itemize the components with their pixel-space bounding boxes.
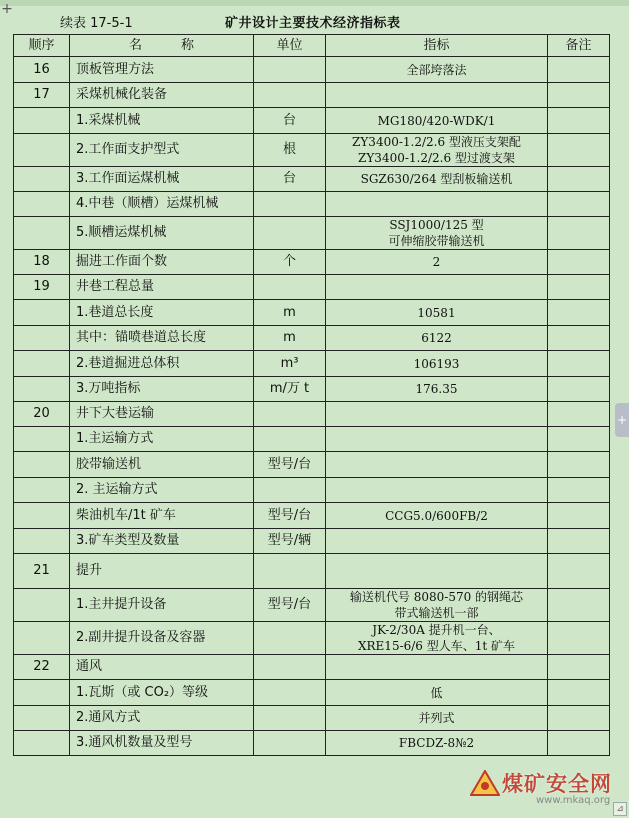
- cell-unit: 个: [254, 250, 326, 275]
- cell-name: 采煤机械化装备: [70, 83, 254, 108]
- cell-name: 井巷工程总量: [70, 275, 254, 300]
- cell-note: [548, 377, 610, 402]
- cell-unit: [254, 402, 326, 427]
- cell-name: 1.巷道总长度: [70, 300, 254, 326]
- table-row: [14, 731, 610, 756]
- cell-no: [14, 452, 70, 478]
- cell-indicator: [326, 731, 548, 756]
- table-row: [14, 83, 610, 108]
- cell-indicator: [326, 503, 548, 529]
- table-title: 矿井设计主要技术经济指标表: [225, 16, 401, 31]
- cell-no: [14, 377, 70, 402]
- table-row: [14, 108, 610, 134]
- cell-unit: [254, 192, 326, 217]
- indicator-line: ZY3400-1.2/2.6 型过渡支架: [358, 151, 515, 165]
- cell-indicator: [326, 250, 548, 275]
- cell-note: [548, 655, 610, 680]
- cell-no: [14, 326, 70, 351]
- cell-indicator: [326, 300, 548, 326]
- cell-name: 2.通风方式: [70, 706, 254, 731]
- indicator-line: 带式输送机一部: [394, 606, 479, 620]
- cell-indicator: [326, 452, 548, 478]
- cell-note: [548, 275, 610, 300]
- cell-no: 22: [14, 655, 70, 680]
- cell-name: 1.主运输方式: [70, 427, 254, 452]
- cell-note: [548, 529, 610, 554]
- cell-unit: m/万 t: [254, 377, 326, 402]
- cell-indicator: [326, 217, 548, 250]
- resize-grip-icon[interactable]: ⊿: [613, 802, 627, 816]
- cell-no: [14, 108, 70, 134]
- table-row: [14, 622, 610, 655]
- cell-note: [548, 57, 610, 83]
- cell-no: [14, 706, 70, 731]
- table-row: [14, 326, 610, 351]
- indicator-line: 106193: [413, 356, 460, 371]
- indicator-line: 输送机代号 8080-570 的钢绳芯: [349, 590, 524, 604]
- cell-indicator: [326, 192, 548, 217]
- cell-no: [14, 589, 70, 622]
- table-row: [14, 57, 610, 83]
- header-name: 名 称: [70, 35, 254, 57]
- cell-name: 井下大巷运输: [70, 402, 254, 427]
- cell-name: 胶带输送机: [70, 452, 254, 478]
- cell-no: [14, 478, 70, 503]
- cell-no: 21: [14, 554, 70, 589]
- move-handle-icon[interactable]: +: [1, 1, 13, 17]
- table-row: [14, 452, 610, 478]
- continued-label: 续表 17-5-1: [60, 16, 133, 31]
- cell-unit: [254, 680, 326, 706]
- cell-indicator: [326, 275, 548, 300]
- header-indicator: 指标: [326, 35, 548, 57]
- cell-indicator: [326, 377, 548, 402]
- cell-unit: [254, 706, 326, 731]
- cell-no: [14, 192, 70, 217]
- cell-no: 16: [14, 57, 70, 83]
- indicator-line: FBCDZ-8№2: [398, 736, 475, 750]
- cell-indicator: [326, 622, 548, 655]
- table-row: [14, 377, 610, 402]
- page-top-edge: [0, 0, 629, 6]
- cell-unit: m: [254, 300, 326, 326]
- table-row: [14, 300, 610, 326]
- cell-unit: 台: [254, 108, 326, 134]
- cell-indicator: [326, 478, 548, 503]
- cell-unit: 型号/辆: [254, 529, 326, 554]
- cell-name: 5.顺槽运煤机械: [70, 217, 254, 250]
- cell-unit: [254, 478, 326, 503]
- cell-note: [548, 680, 610, 706]
- cell-no: [14, 217, 70, 250]
- cell-unit: [254, 427, 326, 452]
- table-row: [14, 655, 610, 680]
- header-row: [14, 35, 610, 57]
- cell-indicator: [326, 83, 548, 108]
- cell-note: [548, 452, 610, 478]
- cell-no: [14, 680, 70, 706]
- cell-indicator: [326, 680, 548, 706]
- cell-name: 掘进工作面个数: [70, 250, 254, 275]
- table-row: [14, 680, 610, 706]
- indicator-line: JK-2/30A 提升机一台、: [372, 623, 501, 637]
- watermark-text: 煤矿安全网: [502, 771, 612, 796]
- cell-indicator: [326, 108, 548, 134]
- cell-note: [548, 731, 610, 756]
- header-note: 备注: [548, 35, 610, 57]
- cell-no: 18: [14, 250, 70, 275]
- indicator-line: 6122: [421, 331, 452, 345]
- table-row: [14, 351, 610, 377]
- cell-name: 3.通风机数量及型号: [70, 731, 254, 756]
- indicator-line: 全部垮落法: [406, 62, 467, 77]
- table-row: [14, 706, 610, 731]
- cell-indicator: [326, 427, 548, 452]
- cell-note: [548, 478, 610, 503]
- cell-indicator: [326, 589, 548, 622]
- header-no: 顺序: [14, 35, 70, 57]
- table-row: [14, 402, 610, 427]
- cell-unit: m: [254, 326, 326, 351]
- cell-unit: 根: [254, 134, 326, 167]
- cell-unit: 台: [254, 167, 326, 192]
- cell-name: 3.万吨指标: [70, 377, 254, 402]
- cell-no: [14, 731, 70, 756]
- table-row: [14, 167, 610, 192]
- table-row: [14, 275, 610, 300]
- cell-indicator: [326, 167, 548, 192]
- cell-no: [14, 427, 70, 452]
- cell-indicator: [326, 529, 548, 554]
- cell-note: [548, 83, 610, 108]
- indicator-line: 2: [432, 255, 441, 269]
- indicator-line: SGZ630/264 型刮板输送机: [360, 172, 513, 186]
- cell-no: [14, 622, 70, 655]
- cell-indicator: [326, 326, 548, 351]
- indicator-line: ZY3400-1.2/2.6 型液压支架配: [352, 135, 521, 149]
- cell-indicator: [326, 402, 548, 427]
- cell-no: [14, 351, 70, 377]
- cell-no: [14, 167, 70, 192]
- table-row: [14, 134, 610, 167]
- indicator-line: 176.35: [415, 382, 458, 396]
- cell-name: 1.瓦斯（或 CO₂）等级: [70, 680, 254, 706]
- cell-name: 提升: [70, 554, 254, 589]
- cell-unit: 型号/台: [254, 589, 326, 622]
- cell-note: [548, 706, 610, 731]
- indicator-table: [13, 34, 610, 756]
- table-body: [14, 57, 610, 756]
- indicator-line: 10581: [417, 305, 456, 320]
- cell-note: [548, 167, 610, 192]
- cell-indicator: [326, 655, 548, 680]
- table-row: [14, 192, 610, 217]
- cell-note: [548, 300, 610, 326]
- cell-note: [548, 108, 610, 134]
- indicator-line: SSJ1000/125 型: [389, 218, 484, 232]
- table-row: [14, 427, 610, 452]
- indicator-line: CCG5.0/600FB/2: [385, 508, 488, 523]
- cell-name: 3.矿车类型及数量: [70, 529, 254, 554]
- table-caption: [0, 8, 629, 34]
- table-row: [14, 478, 610, 503]
- cell-unit: [254, 655, 326, 680]
- cell-unit: [254, 731, 326, 756]
- cell-unit: [254, 83, 326, 108]
- cell-no: 17: [14, 83, 70, 108]
- indicator-line: XRE15-6/6 型人车、1t 矿车: [357, 639, 516, 653]
- table-row: [14, 529, 610, 554]
- cell-no: [14, 503, 70, 529]
- cell-name: 3.工作面运煤机械: [70, 167, 254, 192]
- watermark-url: www.mkaq.org: [536, 795, 611, 806]
- table-row: [14, 503, 610, 529]
- table-row: [14, 250, 610, 275]
- header-unit: 单位: [254, 35, 326, 57]
- cell-indicator: [326, 554, 548, 589]
- cell-note: [548, 134, 610, 167]
- cell-note: [548, 622, 610, 655]
- cell-name: 顶板管理方法: [70, 57, 254, 83]
- cell-note: [548, 427, 610, 452]
- site-watermark: [470, 762, 620, 814]
- cell-no: [14, 300, 70, 326]
- cell-name: 4.中巷（顺槽）运煤机械: [70, 192, 254, 217]
- indicator-line: 并列式: [418, 711, 455, 725]
- cell-name: 1.采煤机械: [70, 108, 254, 134]
- cell-indicator: [326, 706, 548, 731]
- table-row: [14, 589, 610, 622]
- cell-unit: [254, 554, 326, 589]
- cell-no: 20: [14, 402, 70, 427]
- indicator-line: 可伸缩胶带输送机: [388, 234, 485, 248]
- cell-no: [14, 134, 70, 167]
- cell-note: [548, 554, 610, 589]
- expand-panel-tab[interactable]: +: [615, 403, 629, 437]
- watermark-logo-icon: [470, 770, 500, 796]
- cell-note: [548, 250, 610, 275]
- cell-note: [548, 402, 610, 427]
- cell-unit: 型号/台: [254, 503, 326, 529]
- indicator-line: 低: [430, 685, 443, 700]
- cell-unit: [254, 275, 326, 300]
- cell-name: 2.副井提升设备及容器: [70, 622, 254, 655]
- cell-unit: m³: [254, 351, 326, 377]
- cell-note: [548, 503, 610, 529]
- cell-indicator: [326, 134, 548, 167]
- cell-unit: [254, 622, 326, 655]
- table-row: [14, 554, 610, 589]
- cell-name: 2.工作面支护型式: [70, 134, 254, 167]
- cell-note: [548, 192, 610, 217]
- cell-note: [548, 326, 610, 351]
- cell-name: 通风: [70, 655, 254, 680]
- cell-name: 柴油机车/1t 矿车: [70, 503, 254, 529]
- cell-unit: [254, 217, 326, 250]
- cell-name: 1.主井提升设备: [70, 589, 254, 622]
- cell-no: [14, 529, 70, 554]
- cell-no: 19: [14, 275, 70, 300]
- cell-name: 2. 主运输方式: [70, 478, 254, 503]
- table-row: [14, 217, 610, 250]
- cell-indicator: [326, 351, 548, 377]
- cell-indicator: [326, 57, 548, 83]
- indicator-line: MG180/420-WDK/1: [377, 113, 496, 128]
- cell-note: [548, 217, 610, 250]
- cell-unit: [254, 57, 326, 83]
- cell-name: 2.巷道掘进总体积: [70, 351, 254, 377]
- cell-name: 其中：锚喷巷道总长度: [70, 326, 254, 351]
- cell-note: [548, 351, 610, 377]
- cell-unit: 型号/台: [254, 452, 326, 478]
- cell-note: [548, 589, 610, 622]
